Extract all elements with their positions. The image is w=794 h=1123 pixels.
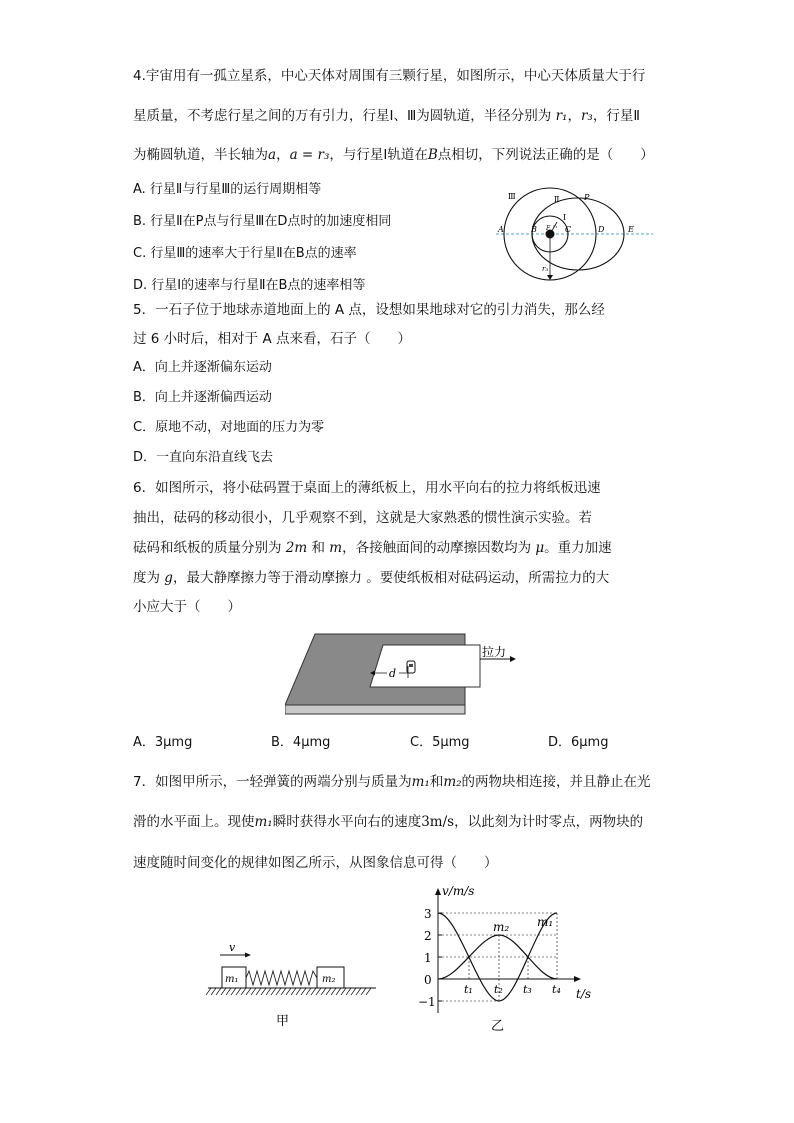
ground-hatch-line [346, 988, 351, 995]
ground-hatch-line [256, 988, 261, 995]
q6-line-3 [133, 538, 612, 558]
q4-option-a[interactable]: A. 行星Ⅱ与行星Ⅲ的运行周期相等 [133, 182, 322, 197]
ground-hatch-line [241, 988, 246, 995]
q6-line-4 [133, 568, 609, 588]
x-axis-label: t/s [576, 987, 592, 1001]
q4-line-1: 4.宇宙用有一孤立星系，中心天体对周围有三颗行星，如图所示，中心天体质量大于行 [133, 68, 646, 84]
q6-line-4a: 度为 [133, 570, 165, 586]
q7-line-2c: ，以此刻为计时零点，两物块的 [454, 814, 644, 830]
label-II: Ⅱ [554, 195, 560, 204]
q6-line-1: 6．如图所示，将小砝码置于桌面上的薄纸板上，用水平向右的拉力将纸板迅速 [133, 480, 601, 496]
ground-hatch-line [366, 988, 371, 995]
q7-line-2b: 瞬时获得水平向右的速度 [272, 814, 422, 830]
q4-line-3c: ，与行星Ⅰ轨道在 [329, 147, 428, 163]
label-D: D [598, 225, 605, 234]
ground-hatch-line [266, 988, 271, 995]
label-P: P [584, 193, 590, 202]
radius-r3-arrowhead [547, 275, 553, 280]
q7-m2: m₂ [443, 774, 462, 790]
ground-hatch-line [286, 988, 291, 995]
q6-option-c[interactable]: C．5μmg [410, 735, 470, 750]
y-tick-marks [438, 913, 442, 1001]
weight-cap [409, 664, 413, 667]
curve-m1-label: m₁ [537, 915, 554, 929]
figure-yi-caption: 乙 [491, 1019, 505, 1034]
ground-hatch-line [296, 988, 301, 995]
x-tick-label-t3: t₃ [523, 983, 532, 996]
spring [246, 971, 317, 985]
q7-m1-2: m₁ [254, 814, 273, 830]
label-B: B [531, 225, 537, 234]
q6-option-b[interactable]: B．4μmg [271, 735, 331, 750]
q6-option-d[interactable]: D．6μmg [548, 735, 609, 750]
q5-option-c[interactable]: C．原地不动，对地面的压力为零 [133, 420, 325, 435]
q4-sep: ， [567, 108, 581, 124]
q6-line-2: 抽出，砝码的移动很小，几乎观察不到，这就是大家熟悉的惯性演示实验。若 [133, 510, 592, 526]
q6-line-3c: ，各接触面间的动摩擦因数均为 [342, 540, 536, 556]
q7-line-2a: 滑的水平面上。现使 [133, 814, 255, 830]
ground-hatch-line [316, 988, 321, 995]
q4-r1: r₁ [555, 108, 568, 124]
x-tick-label-t2: t₂ [494, 983, 503, 996]
figure-jia [203, 940, 383, 1039]
label-r1: r₁ [553, 224, 558, 230]
label-F: F [546, 225, 551, 232]
ground-hatch-line [231, 988, 236, 995]
ground-hatch-line [281, 988, 286, 995]
figure-yi [410, 885, 610, 1044]
q4-B: B [427, 147, 438, 163]
ground-hatch-line [246, 988, 251, 995]
q5-option-d[interactable]: D．一直向东沿直线飞去 [133, 450, 274, 465]
ground-hatch-line [276, 988, 281, 995]
q6-line-5: 小应大于（ ） [133, 599, 241, 615]
q7-speed: 3m/s [421, 814, 455, 830]
pull-arrowhead [510, 656, 516, 662]
q4-option-b[interactable]: B. 行星Ⅱ在P点与行星Ⅲ在D点时的加速度相同 [133, 214, 392, 229]
y-tick-label-1: 1 [424, 951, 432, 965]
ground-hatch-line [306, 988, 311, 995]
x-axis-arrowhead [574, 976, 581, 982]
q6-option-a[interactable]: A．3μmg [133, 735, 193, 750]
pull-label: 拉力 [482, 645, 507, 659]
ground-hatch-line [321, 988, 326, 995]
q7-line-1b: 和 [429, 774, 444, 790]
q6-g: g [164, 570, 173, 586]
q4-a: a [268, 147, 277, 163]
figure-jia-caption: 甲 [276, 1014, 290, 1029]
ground-hatch-line [301, 988, 306, 995]
q4-line-3d: 点相切，下列说法正确的是（ ） [437, 147, 654, 163]
q6-line-4b: ，最大静摩擦力等于滑动摩擦力 。要使纸板相对砝码运动，所需拉力的大 [172, 570, 610, 586]
ground-hatch-line [356, 988, 361, 995]
q4-line-2 [133, 106, 640, 126]
label-III: Ⅲ [508, 192, 516, 201]
ground-hatch-line [336, 988, 341, 995]
ground-hatch-line [221, 988, 226, 995]
ground-hatch-line [236, 988, 241, 995]
y-tick-label-0: 0 [424, 973, 432, 987]
q4-line-3b: ， [276, 147, 290, 163]
q7-line-2 [133, 812, 643, 832]
label-C: C [565, 225, 572, 234]
ground-hatch-line [291, 988, 296, 995]
q4-line-2a: 星质量，不考虑行星之间的万有引力，行星Ⅰ、Ⅲ为圆轨道，半径分别为 [133, 108, 552, 124]
label-r3: r₃ [542, 265, 549, 273]
orbit-diagram [493, 183, 663, 292]
ground-hatch-line [331, 988, 336, 995]
velocity-arrowhead [245, 953, 251, 958]
label-E: E [628, 225, 634, 234]
q7-line-3: 速度随时间变化的规律如图乙所示，从图象信息可得（ ） [133, 855, 498, 871]
y-tick-label-neg1: −1 [418, 995, 436, 1009]
y-tick-label-2: 2 [424, 929, 432, 943]
q7-line-1c: 的两物块相连接，并且静止在光 [461, 774, 651, 790]
table-edge [285, 705, 465, 714]
q4-r3: r₃ [580, 108, 593, 124]
velocity-label: v [229, 941, 236, 954]
ground-hatch-line [351, 988, 356, 995]
q4-line-2b: ，行星Ⅱ [592, 108, 640, 124]
q7-line-1a: 7．如图甲所示，一轻弹簧的两端分别与质量为 [133, 774, 412, 790]
q6-m2: 2m [285, 540, 308, 556]
y-axis-label: v/m/s [442, 885, 475, 898]
x-tick-label-t1: t₁ [464, 983, 473, 996]
ground-hatch-line [341, 988, 346, 995]
q4-option-d[interactable]: D. 行星Ⅰ的速率与行星Ⅱ在B点的速率相等 [133, 278, 366, 293]
q6-line-3a: 砝码和纸板的质量分别为 [133, 540, 286, 556]
q4-option-c[interactable]: C. 行星Ⅲ的速率大于行星Ⅱ在B点的速率 [133, 246, 357, 261]
curve-m2-label: m₂ [493, 920, 510, 934]
q6-line-3b: 和 [307, 540, 330, 556]
ground-hatch-line [226, 988, 231, 995]
ground-hatch-line [216, 988, 221, 995]
q7-line-1 [133, 772, 651, 792]
q6-line-3d: 。重力加速 [544, 540, 612, 556]
q6-m: m [329, 540, 343, 556]
ground-hatch-line [311, 988, 316, 995]
ground-hatch-line [361, 988, 366, 995]
ground-hatching [206, 988, 371, 995]
cardboard-figure [285, 630, 525, 722]
ground-hatch-line [326, 988, 331, 995]
x-tick-label-t4: t₄ [552, 983, 561, 996]
d-label: d [389, 667, 397, 680]
ground-hatch-line [206, 988, 211, 995]
cardboard [370, 645, 480, 687]
q5-line-1: 5．一石子位于地球赤道地面上的 A 点，设想如果地球对它的引力消失，那么经 [133, 302, 605, 318]
q6-mu: μ [535, 540, 545, 556]
ground-hatch-line [251, 988, 256, 995]
q5-option-b[interactable]: B．向上并逐渐偏西运动 [133, 390, 272, 405]
ground-hatch-line [271, 988, 276, 995]
q4-line-3a: 为椭圆轨道，半长轴为 [133, 147, 268, 163]
q4-line-3 [133, 145, 654, 165]
label-A: A [498, 225, 504, 234]
block-m1-label: m₁ [225, 974, 239, 985]
label-I: Ⅰ [563, 213, 567, 222]
ground-hatch-line [261, 988, 266, 995]
y-tick-label-3: 3 [424, 907, 432, 921]
block-m2-label: m₂ [322, 974, 336, 985]
q5-option-a[interactable]: A．向上并逐渐偏东运动 [133, 360, 272, 375]
ground-hatch-line [211, 988, 216, 995]
y-axis-arrowhead [435, 888, 441, 895]
q5-line-2: 过 6 小时后，相对于 A 点来看，石子（ ） [133, 331, 411, 347]
q4-eq: a = r₃ [289, 147, 330, 163]
q7-m1: m₁ [411, 774, 430, 790]
